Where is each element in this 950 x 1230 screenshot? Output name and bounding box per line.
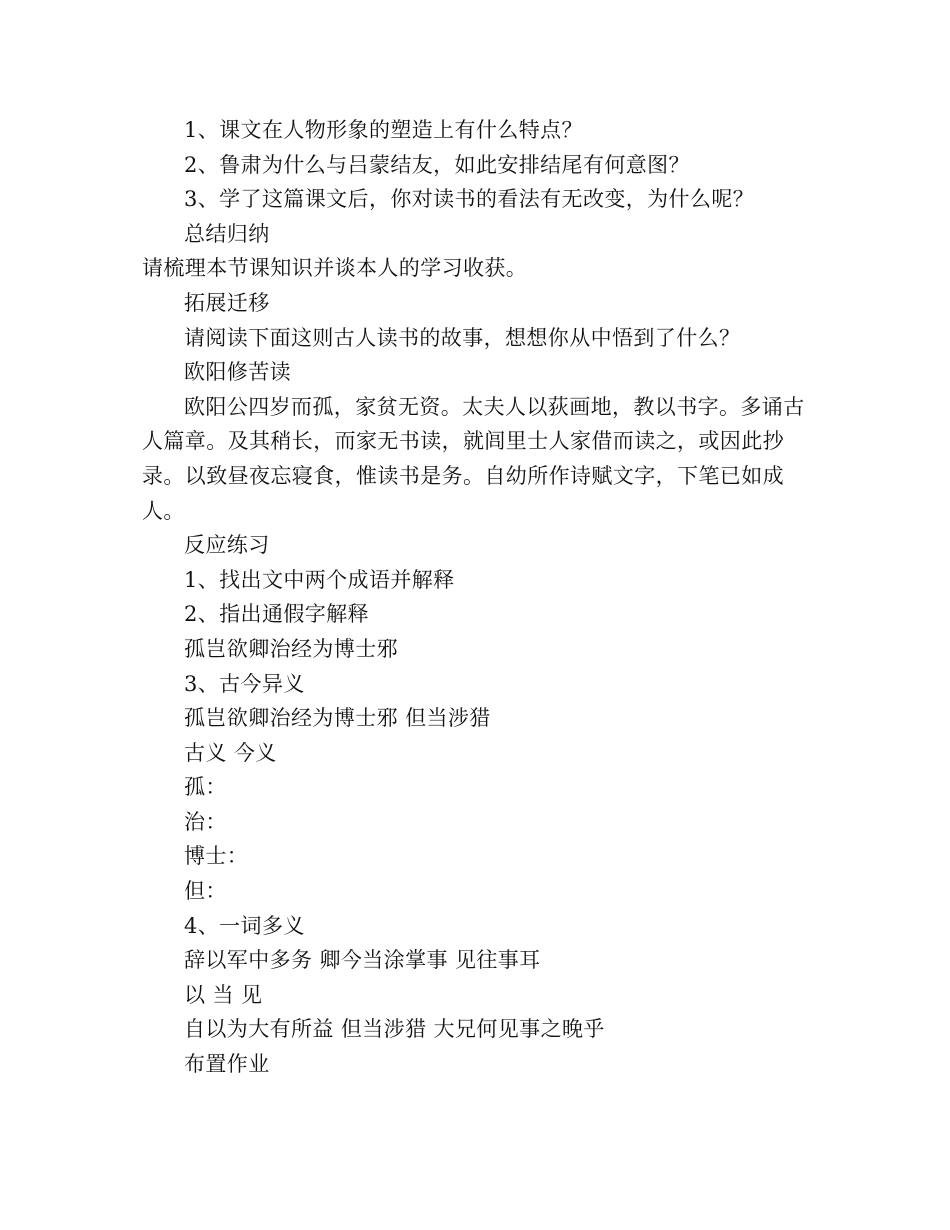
story-title: 欧阳修苦读 (184, 360, 291, 385)
section-heading-exercises: 反应练习 (184, 533, 270, 558)
summary-text: 请梳理本节课知识并谈本人的学习收获。 (142, 256, 528, 281)
question-2: 2、鲁肃为什么与吕蒙结友，如此安排结尾有何意图？ (184, 152, 690, 177)
exercise-4-sentences-1: 辞以军中多务 卿今当涂掌事 见往事耳 (184, 948, 541, 973)
document-body (142, 113, 814, 1082)
exercise-2-sentence: 孤岂欲卿治经为博士邪 (184, 636, 398, 661)
section-heading-summary: 总结归纳 (184, 221, 270, 246)
exercise-2: 2、指出通假字解释 (184, 602, 369, 627)
exercise-3-term-dan: 但： (184, 879, 227, 904)
exercise-4-sentences-2: 自以为大有所益 但当涉猎 大兄何见事之晚乎 (184, 1017, 605, 1042)
exercise-3-sentence: 孤岂欲卿治经为博士邪 但当涉猎 (184, 706, 491, 731)
story-paragraph: 欧阳公四岁而孤，家贫无资。太夫人以荻画地，教以书字。多诵古人篇章。及其稍长，而家无书读，就闾里士人家借而读之，或因此抄录。以致昼夜忘寝食，惟读书是务。自幼所作诗赋文字，下笔已如成人。 (142, 394, 805, 523)
exercise-3-term-boshi: 博士： (184, 844, 249, 869)
section-heading-homework: 布置作业 (184, 1052, 270, 1077)
extension-prompt: 请阅读下面这则古人读书的故事，想想你从中悟到了什么？ (184, 325, 741, 350)
exercise-3-term-gu: 孤： (184, 775, 227, 800)
exercise-4-words: 以 当 见 (184, 982, 263, 1007)
exercise-1: 1、找出文中两个成语并解释 (184, 567, 455, 592)
exercise-3-term-zhi: 治： (184, 809, 227, 834)
section-heading-extension: 拓展迁移 (184, 290, 270, 315)
exercise-3-columns: 古义 今义 (184, 740, 277, 765)
question-1: 1、课文在人物形象的塑造上有什么特点？ (184, 118, 583, 142)
exercise-3: 3、古今异义 (184, 671, 305, 696)
question-3: 3、学了这篇课文后，你对读书的看法有无改变，为什么呢？ (184, 187, 755, 212)
exercise-4: 4、一词多义 (184, 913, 305, 938)
